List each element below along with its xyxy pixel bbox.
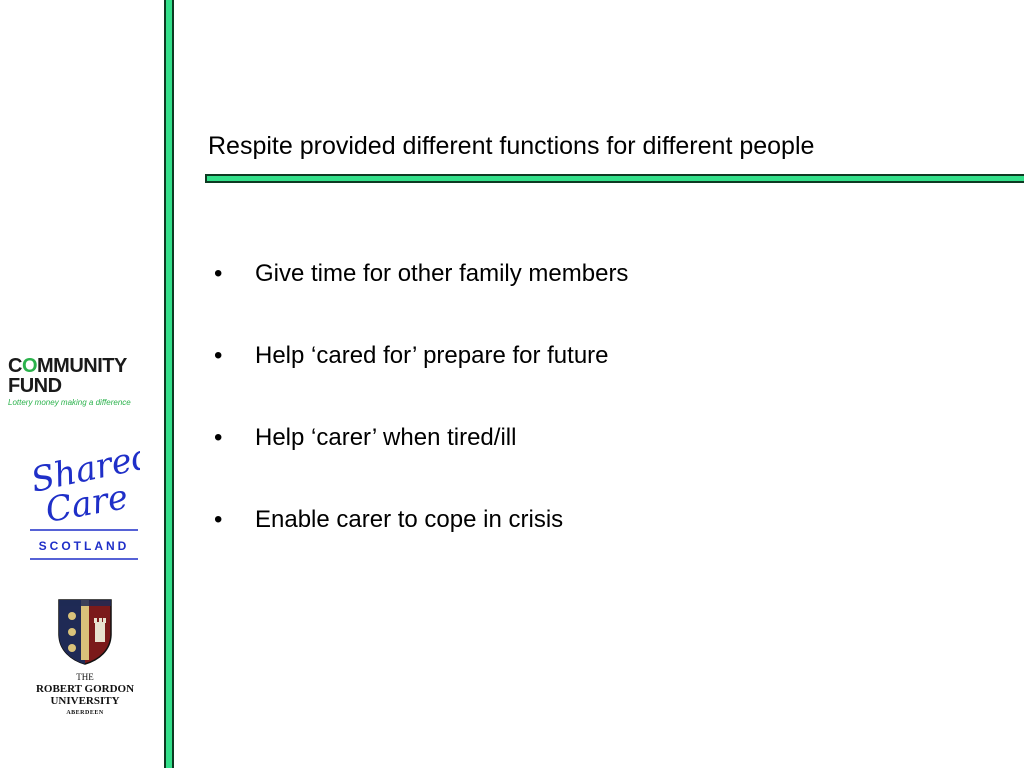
vertical-divider-bar <box>164 0 174 768</box>
shared-care-word-care: Care <box>42 477 131 531</box>
rgu-name-line1: ROBERT GORDON <box>35 683 135 695</box>
rgu-city: ABERDEEN <box>66 710 104 716</box>
bullet-item <box>214 338 628 420</box>
community-fund-tagline: Lottery money making a difference <box>8 398 131 407</box>
robert-gordon-university-logo <box>22 598 148 716</box>
bullet-item <box>214 502 628 584</box>
community-fund-wordmark-line2: FUND <box>8 375 62 397</box>
title-underline-bar <box>205 174 1024 183</box>
university-crest-icon <box>55 598 115 666</box>
bullet-text: Enable carer to cope in crisis <box>255 506 564 533</box>
shared-care-scotland-logo <box>28 440 140 564</box>
bullet-item <box>214 256 628 338</box>
shared-care-word-shared: Shared <box>28 440 140 501</box>
bullet-item <box>214 420 628 502</box>
shared-care-word-scotland: SCOTLAND <box>38 539 130 553</box>
bullet-dot: • <box>214 342 223 369</box>
bullet-list <box>214 256 628 584</box>
slide-title: Respite provided different functions for different people <box>208 132 815 160</box>
bullet-dot: • <box>214 424 223 451</box>
rgu-the: THE <box>76 672 94 682</box>
bullet-dot: • <box>214 260 223 287</box>
bullet-text: Help ‘cared for’ prepare for future <box>255 342 609 369</box>
bullet-text: Give time for other family members <box>255 260 629 287</box>
community-fund-wordmark-line1: COMMUNITY <box>8 355 127 377</box>
community-fund-logo <box>8 356 158 412</box>
rgu-name-line2: UNIVERSITY <box>50 695 120 707</box>
shared-care-logo-graphic <box>28 440 140 564</box>
bullet-text: Help ‘carer’ when tired/ill <box>255 424 517 451</box>
bullet-dot: • <box>214 506 223 533</box>
